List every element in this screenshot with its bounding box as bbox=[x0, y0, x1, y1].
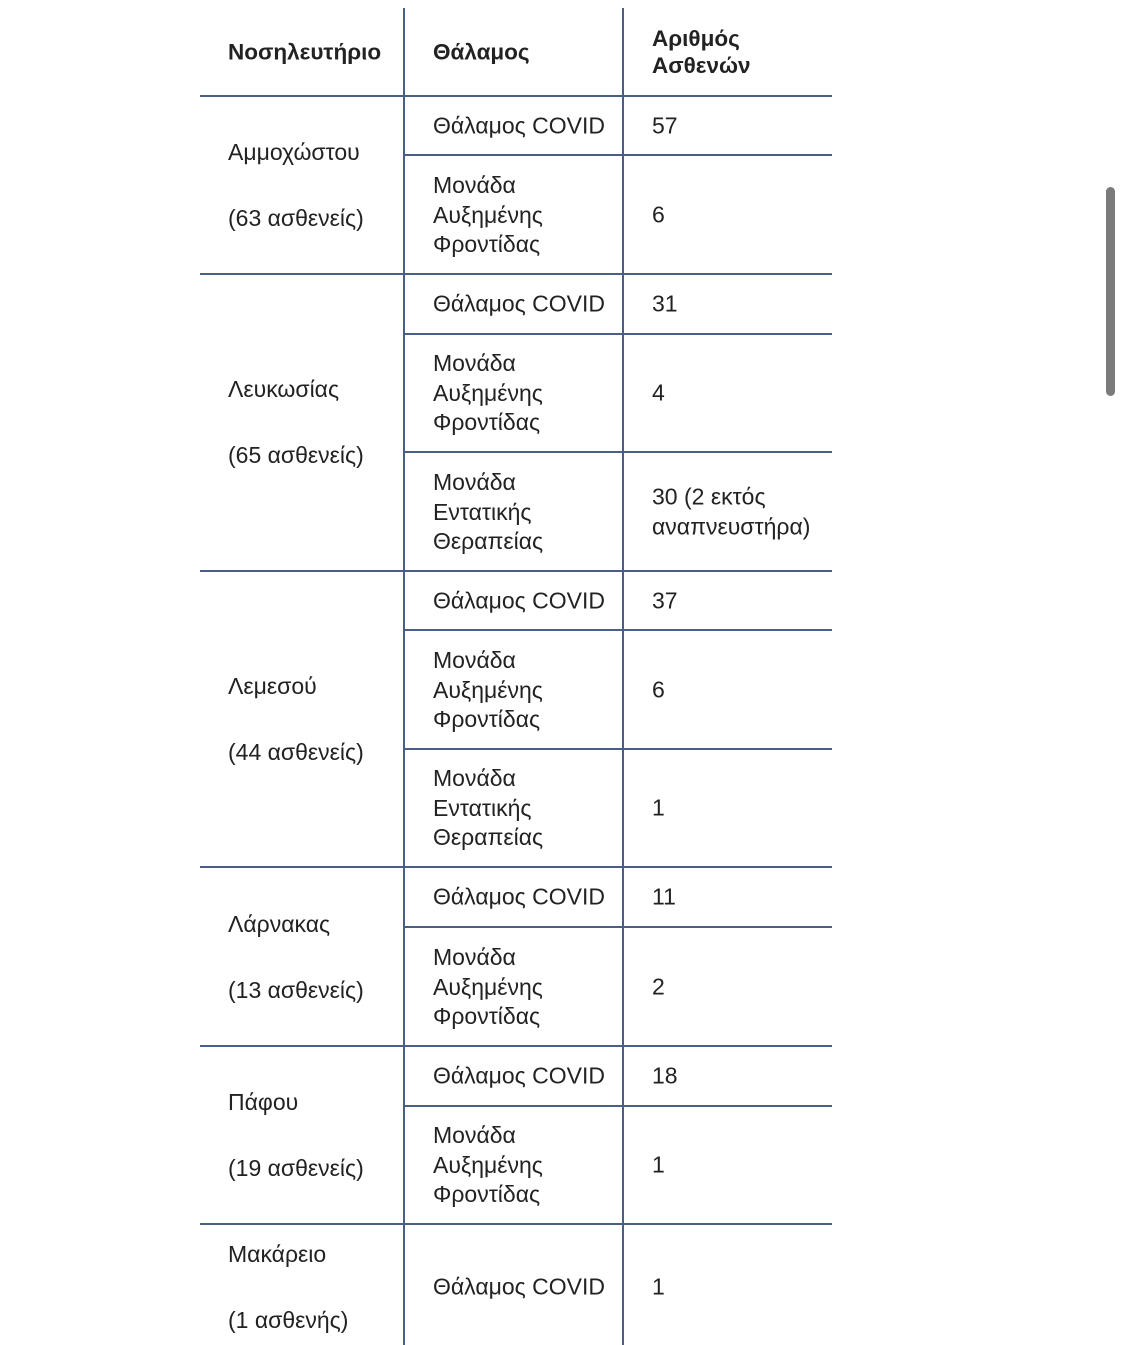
ward-name: Θάλαμος COVID bbox=[433, 883, 605, 910]
ward-name: Μονάδα Αυξημένης Φροντίδας bbox=[433, 1121, 543, 1207]
hospital-total: (44 ασθενείς) bbox=[228, 739, 364, 765]
hospital-name: Λευκωσίας bbox=[228, 376, 340, 402]
row-divider bbox=[404, 154, 832, 156]
patient-count: 18 bbox=[652, 1062, 678, 1089]
column-divider-hospital-ward bbox=[403, 8, 405, 1345]
row-divider bbox=[404, 926, 832, 928]
group-divider bbox=[200, 570, 832, 572]
ward-name: Μονάδα Αυξημένης Φροντίδας bbox=[433, 646, 543, 732]
header-hospital: Νοσηλευτήριο bbox=[228, 39, 382, 65]
ward-name: Μονάδα Εντατικής Θεραπείας bbox=[433, 764, 544, 850]
hospital-name: Αμμοχώστου bbox=[228, 139, 360, 165]
row-divider bbox=[404, 451, 832, 453]
patient-count: 57 bbox=[652, 112, 678, 139]
patient-count: 11 bbox=[652, 883, 676, 910]
patient-count: 31 bbox=[652, 290, 678, 317]
hospital-name: Πάφου bbox=[228, 1089, 299, 1115]
ward-name: Μονάδα Εντατικής Θεραπείας bbox=[433, 468, 544, 554]
hospital-total: (19 ασθενείς) bbox=[228, 1155, 364, 1181]
group-divider bbox=[200, 1045, 832, 1047]
hospital-name: Λάρνακας bbox=[228, 911, 331, 937]
row-divider bbox=[404, 748, 832, 750]
hospital-table bbox=[200, 8, 832, 1345]
ward-name: Θάλαμος COVID bbox=[433, 1273, 605, 1300]
hospital-total: (13 ασθενείς) bbox=[228, 977, 364, 1003]
ward-name: Θάλαμος COVID bbox=[433, 112, 605, 139]
row-divider bbox=[404, 629, 832, 631]
patient-count: 6 bbox=[652, 201, 665, 228]
row-divider bbox=[404, 1105, 832, 1107]
patient-count: 1 bbox=[652, 1151, 665, 1178]
patient-count: 2 bbox=[652, 973, 665, 1000]
hospital-total: (63 ασθενείς) bbox=[228, 205, 364, 231]
header-ward: Θάλαμος bbox=[433, 39, 530, 65]
row-divider bbox=[404, 333, 832, 335]
patient-count: 6 bbox=[652, 676, 665, 703]
ward-name: Θάλαμος COVID bbox=[433, 1062, 605, 1089]
vertical-scrollbar-thumb[interactable] bbox=[1106, 187, 1115, 396]
ward-name: Μονάδα Αυξημένης Φροντίδας bbox=[433, 943, 543, 1029]
group-divider bbox=[200, 866, 832, 868]
hospital-name: Λεμεσού bbox=[228, 673, 317, 699]
patient-count: 37 bbox=[652, 587, 678, 614]
patient-count: 30 (2 εκτός αναπνευστήρα) bbox=[652, 483, 811, 539]
group-divider bbox=[200, 1223, 832, 1225]
hospital-total: (65 ασθενείς) bbox=[228, 442, 364, 468]
patient-count: 1 bbox=[652, 794, 665, 821]
patient-count: 1 bbox=[652, 1273, 665, 1300]
hospital-name: Μακάρειο bbox=[228, 1241, 327, 1267]
ward-name: Μονάδα Αυξημένης Φροντίδας bbox=[433, 171, 543, 257]
header-divider bbox=[200, 95, 832, 97]
ward-name: Θάλαμος COVID bbox=[433, 587, 605, 614]
patient-count: 4 bbox=[652, 379, 665, 406]
ward-name: Μονάδα Αυξημένης Φροντίδας bbox=[433, 349, 543, 435]
header-patients: Αριθμός Ασθενών bbox=[652, 26, 751, 78]
ward-name: Θάλαμος COVID bbox=[433, 290, 605, 317]
hospital-total: (1 ασθενής) bbox=[228, 1307, 349, 1333]
group-divider bbox=[200, 273, 832, 275]
column-divider-ward-patients bbox=[622, 8, 624, 1345]
